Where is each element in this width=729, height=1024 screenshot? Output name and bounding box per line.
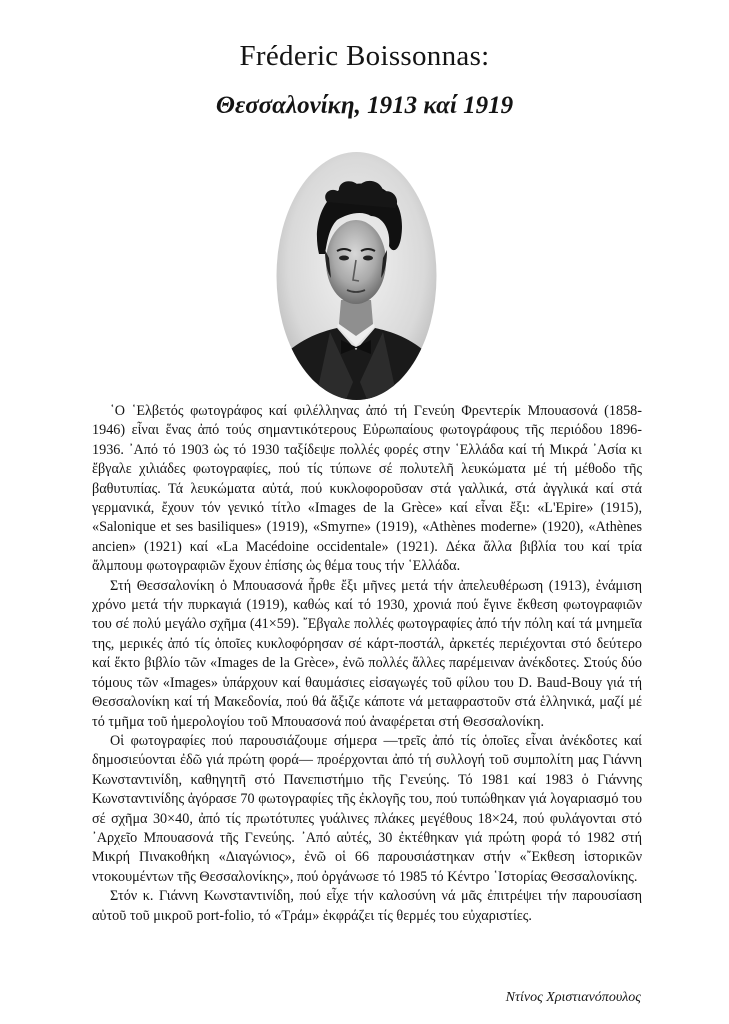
paragraph-2: Στή Θεσσαλονίκη ὁ Μπουασονά ἦρθε ἔξι μῆνες μετά τήν ἀπελευθέρωση (1913), ἐνάμιση χρόνο μετά τήν πυρκαγιά (1919), καθώς καί τό 1930, χρονιά πού ἔγινε ἔκθεση φωτογραφιῶν του σέ πολύ μεγάλο σχῆμα (41×59). ῎Εβγαλε πολλές φωτογραφίες ἀπό τήν πόλη καί τά μνημεῖα της, μερικές ἀπό τίς ὁποῖες κυκλοφόρησαν σέ κάρτ-ποστάλ, ἀρκετές περιέχονται στό δεύτερο καί ἕκτο βιβλίο τῶν «Images de la Grèce», ἐνῶ πολλές ἄλλες παρέμειναν ἀνέκδοτες. Στούς δύο τόμους τῶν «Images» ὑπάρχουν καί θαυμάσιες εἰσαγωγές τοῦ φίλου του D. Baud-Bouy γιά τή Θεσσαλονίκη καί τή Μακεδονία, πού θά ἄξιζε κάποτε νά μεταφραστοῦν στά ἑλληνικά, μαζί μέ τό τμῆμα τοῦ ἡμερολογίου τοῦ Μπουασονά πού ἀναφέρεται στή Θεσσαλονίκη. — [92, 577, 642, 730]
author-signature: Ντίνος Χριστιανόπουλος — [505, 990, 641, 1005]
article-subtitle: Θεσσαλονίκη, 1913 καί 1919 — [215, 92, 514, 119]
paragraph-4: Στόν κ. Γιάννη Κωνσταντινίδη, πού εἶχε τήν καλοσύνη νά μᾶς ἐπιτρέψει τήν παρουσίαση αὐτοῦ τοῦ μικροῦ port-folio, τό «Τράμ» ἐκφράζει τίς θερμές του εὐχαριστίες. — [92, 888, 642, 924]
article-body — [92, 402, 642, 926]
paragraph-3: Οἱ φωτογραφίες πού παρουσιάζουμε σήμερα —τρεῖς ἀπό τίς ὁποῖες εἶναι ἀνέκδοτες καί δημοσιεύονται ἐδῶ γιά πρώτη φορά— προέρχονται ἀπό τή συλλογή τοῦ συμπολίτη μας Γιάννη Κωνσταντινίδη, καθηγητῆ στό Πανεπιστήμιο τῆς Γενεύης. Τό 1981 καί 1983 ὁ Γιάννης Κωνσταντινίδης ἀγόρασε 70 φωτογραφίες τῆς ἐκλογῆς του, πού τυπώθηκαν γιά λογαριασμό του σέ σχῆμα 30×40, ἀπό τίς πρωτότυπες γυάλινες πλάκες μεγέθους 18×24, πού φυλάγονται στό ᾿Αρχεῖο Μπουασονά τῆς Γενεύης. ᾿Από αὐτές, 30 ἐκτέθηκαν γιά πρώτη φορά τό 1982 στή Μικρή Πινακοθήκη «Διαγώνιος», ἐνῶ οἱ 66 παρουσιάστηκαν στήν «῎Εκθεση ἱστορικῶν ντοκουμέντων τῆς Θεσσαλονίκης», πού ὀργάνωσε τό 1985 τό Κέντρο ῾Ιστορίας Θεσσαλονίκης. — [92, 732, 642, 885]
paragraph-1: ῾Ο ῾Ελβετός φωτογράφος καί φιλέλληνας ἀπό τή Γενεύη Φρεντερίκ Μπουασονά (1858-1946) εἶναι ἕνας ἀπό τούς σημαντικότερους Εὐρωπαίους φωτογράφους τῆς περιόδου 1896-1936. ᾿Από τό 1903 ὡς τό 1930 ταξίδεψε πολλές φορές στην ῾Ελλάδα καί τή Μικρά ᾿Ασία κι ἔβγαλε χιλιάδες φωτογραφίες, πού τίς τύπωνε σέ πολυτελῆ λευκώματα μέ τή μέθοδο τῆς βαθυτυπίας. Τά λευκώματα αὐτά, πού κυκλοφοροῦσαν στά γαλλικά, στά ἀγγλικά καί στά γερμανικά, ἔχουν τόν γενικό τίτλο «Images de la Grèce» καί εἶναι ἔξι: «L'Epire» (1915), «Salonique et ses basiliques» (1919), «Smyrne» (1919), «Athènes moderne» (1920), «Athènes ancien» (1921) καί «La Macédoine occidentale» (1921). Δέκα ἄλλα βιβλία του καί τρία ἄλμπουμ φωτογραφιῶν ἔχουν ἐπίσης ὡς θέμα τους τήν ῾Ελλάδα. — [92, 403, 642, 575]
portrait-photo-icon — [275, 150, 438, 402]
article-title: Fréderic Boissonnas: — [239, 40, 490, 72]
